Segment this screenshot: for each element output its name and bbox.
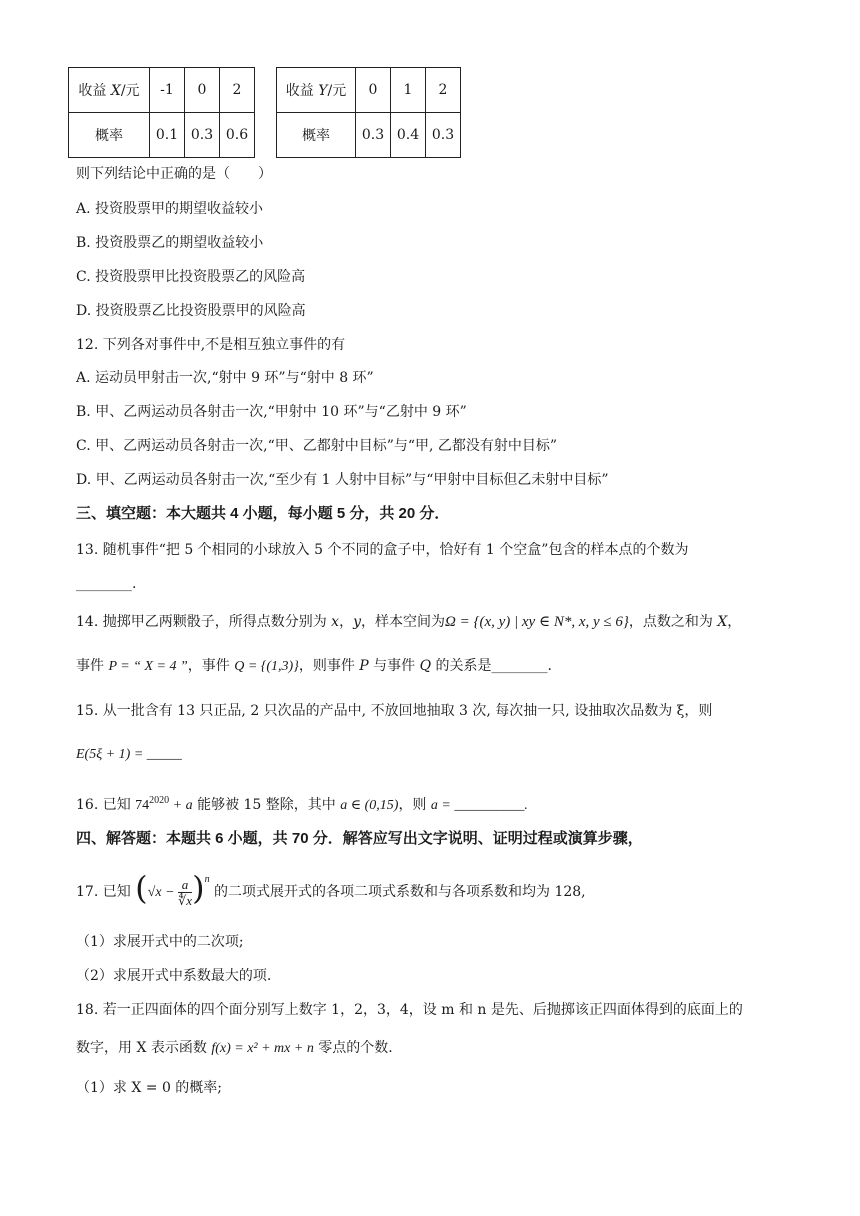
q14-line-1 (76, 612, 741, 632)
binomial-expression (135, 869, 210, 910)
var-X: X (717, 614, 728, 630)
prob-cell: 0.1 (150, 113, 185, 158)
section-4-heading: 四、解答题：本题共 6 小题，共 70 分．解答应写出文字说明、证明过程或演算步骤， (76, 830, 643, 847)
event-p-formula: P = “ X = 4 ” (108, 659, 188, 674)
q12-option-d: D. 甲、乙两运动员各射击一次,“至少有 1 人射中目标”与“甲射中目标但乙未射中目标” (76, 472, 609, 488)
fraction-numerator: a (178, 877, 192, 893)
prob-label-cell: 概率 (69, 113, 150, 158)
q12-stem: 12. 下列各对事件中,不是相互独立事件的有 (76, 337, 346, 353)
fraction-denominator: ∜x (178, 892, 193, 908)
table-header-cell (69, 68, 150, 113)
plus-a: + a (169, 798, 193, 813)
power-exponent-n: n (204, 874, 210, 885)
value-cell: 1 (391, 68, 426, 113)
event-q-formula: Q = {(1,3)} (234, 659, 299, 674)
header-label: 收益 (285, 83, 319, 99)
q16-line (76, 791, 528, 816)
prob-cell: 0.4 (391, 113, 426, 158)
header-variable: Y (318, 83, 328, 99)
q17-part-1: （1）求展开式中的二次项; (76, 934, 244, 950)
q17-line-1 (76, 869, 586, 910)
q11-option-b: B. 投资股票乙的期望收益较小 (76, 235, 264, 251)
q14-text: ， (339, 614, 354, 630)
power-exponent: 2020 (149, 795, 170, 806)
q12-option-a: A. 运动员甲射击一次,“射中 9 环”与“射中 8 环” (76, 370, 374, 386)
prob-cell: 0.3 (185, 113, 220, 158)
prob-cell: 0.6 (220, 113, 255, 158)
prob-label-cell: 概率 (277, 113, 356, 158)
header-unit: /元 (120, 83, 140, 99)
q14-text: ， (727, 614, 742, 630)
q11-stem: 则下列结论中正确的是（ ） (76, 166, 272, 182)
q14-text: ，事件 (187, 658, 235, 674)
minus-sign: − (161, 885, 179, 900)
right-paren: ) (192, 869, 205, 907)
q16-text: 16. 已知 (76, 797, 136, 813)
q14-text: 14. 抛掷甲乙两颗骰子，所得点数分别为 (76, 614, 332, 630)
table-header-cell (277, 68, 356, 113)
prob-cell: 0.3 (356, 113, 391, 158)
value-cell: 2 (220, 68, 255, 113)
q18-text: 零点的个数. (313, 1040, 393, 1056)
value-cell: 0 (356, 68, 391, 113)
q18-part-1: （1）求 X = 0 的概率; (76, 1080, 223, 1096)
q14-text: ，点数之和为 (628, 614, 718, 630)
function-formula: f(x) = x² + mx + n (211, 1041, 314, 1056)
q14-text: ，样本空间为 (361, 614, 445, 630)
q12-option-b: B. 甲、乙两运动员各射击一次,“甲射中 10 环”与“乙射中 9 环” (76, 404, 467, 420)
q11-option-a: A. 投资股票甲的期望收益较小 (76, 201, 264, 217)
power-base: 74 (135, 798, 150, 813)
section-3-heading: 三、填空题：本大题共 4 小题，每小题 5 分，共 20 分． (76, 505, 450, 522)
header-variable: X (110, 83, 121, 99)
table-row (69, 68, 255, 113)
var-Q: Q (419, 658, 432, 674)
root-x: √x (147, 885, 162, 900)
q18-line-2 (76, 1038, 393, 1059)
table-row (69, 113, 255, 158)
q14-text: 的关系是________. (431, 658, 552, 674)
answer-blank: a = __________. (430, 798, 528, 813)
table-row (277, 68, 461, 113)
header-unit: /元 (327, 83, 347, 99)
q15-line-1: 15. 从一批含有 13 只正品, 2 只次品的产品中, 不放回地抽取 3 次, 每次抽一只, 设抽取次品数为 ξ，则 (76, 703, 713, 719)
value-cell: 2 (426, 68, 461, 113)
q13-line-2: ________. (76, 576, 137, 592)
sample-space-formula: Ω = {(x, y) | xy ∈ N*, x, y ≤ 6} (445, 614, 629, 630)
var-x: x (331, 614, 340, 630)
header-label: 收益 (78, 83, 111, 99)
fraction (178, 877, 192, 908)
value-cell: -1 (150, 68, 185, 113)
q14-text: 与事件 (368, 658, 420, 674)
q14-text: 事件 (76, 658, 109, 674)
q16-text: ，则 (398, 797, 431, 813)
q11-option-d: D. 投资股票乙比投资股票甲的风险高 (76, 303, 306, 319)
distribution-table-y (276, 67, 461, 158)
q17-text: 的二项式展开式的各项二项式系数和与各项系数和均为 128, (214, 884, 586, 900)
q14-line-2 (76, 656, 552, 677)
q13-line-1: 13. 随机事件“把 5 个相同的小球放入 5 个不同的盒子中，恰好有 1 个空盒”包含的样本点的个数为 (76, 542, 689, 558)
q11-option-c: C. 投资股票甲比投资股票乙的风险高 (76, 269, 306, 285)
distribution-table-x (68, 67, 255, 158)
q18-text: 数字，用 X 表示函数 (76, 1040, 212, 1056)
q12-option-c: C. 甲、乙两运动员各射击一次,“甲、乙都射中目标”与“甲, 乙都没有射中目标” (76, 438, 558, 454)
q14-text: ，则事件 (298, 658, 360, 674)
left-paren: ( (135, 869, 148, 907)
var-y: y (353, 614, 361, 630)
value-cell: 0 (185, 68, 220, 113)
q15-expectation-formula: E(5ξ + 1) = _____ (76, 747, 182, 762)
a-range-formula: a ∈ (0,15) (340, 798, 399, 813)
prob-cell: 0.3 (426, 113, 461, 158)
var-P: P (359, 658, 369, 674)
q17-part-2: （2）求展开式中系数最大的项. (76, 968, 272, 984)
q16-text: 能够被 15 整除，其中 (192, 797, 341, 813)
q17-text: 17. 已知 (76, 884, 131, 900)
q18-line-1: 18. 若一正四面体的四个面分别写上数字 1，2，3，4，设 m 和 n 是先、后抛掷该正四面体得到的底面上的 (76, 1002, 743, 1018)
table-row (277, 113, 461, 158)
